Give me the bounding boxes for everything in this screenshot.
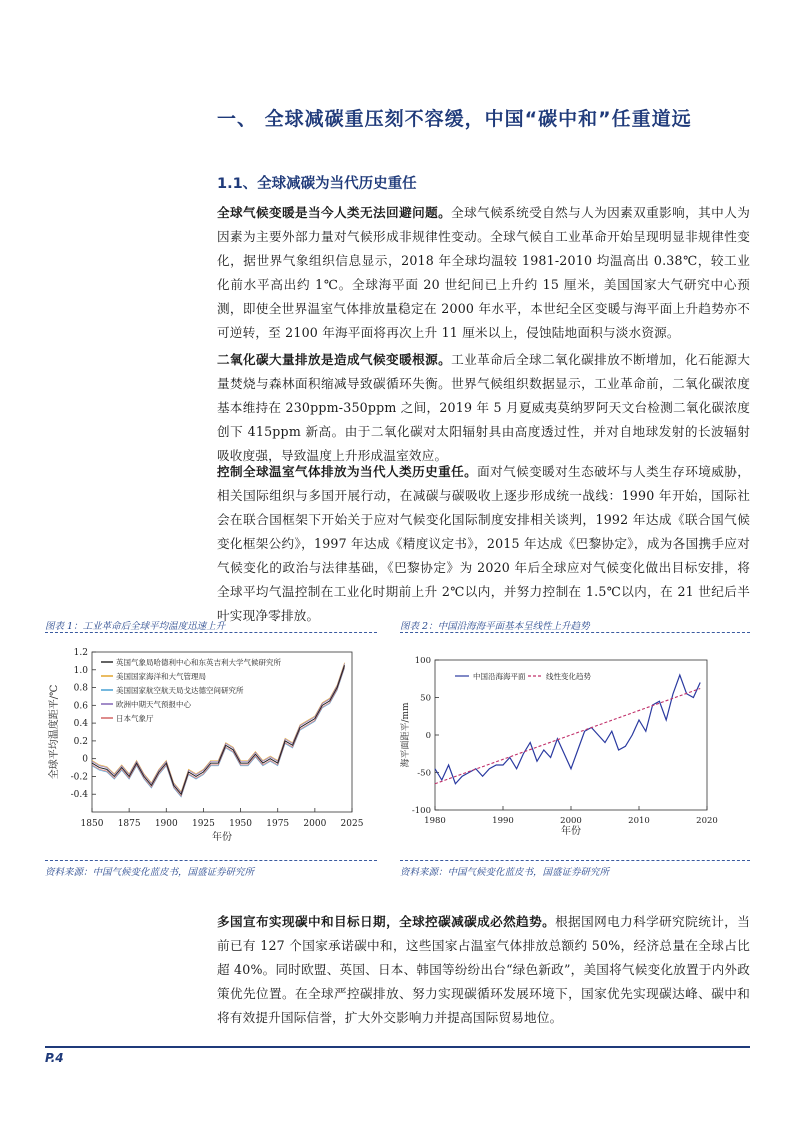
chart1-x-tick-label: 1900 [154,819,178,829]
chart1-y-tick-label: 0.8 [73,683,88,694]
section-heading: 一、 全球减碳重压刻不容缓，中国“碳中和”任重道远 [217,108,692,130]
chart1-y-tick-label: 0.6 [73,701,88,712]
chart2-x-label: 年份 [561,826,581,837]
chart2-legend-label: 中国沿海海平面 [473,672,526,681]
chart2-y-label: 海平面距平/mm [401,702,411,768]
chart2-y-tick-label: 100 [414,656,431,666]
paragraph-4-body: 根据国网电力科学研究院统计，当前已有 127 个国家承诺碳中和，这些国家占温室气体排放总额约 50%，经济总量在全球占比超 40%。同时欧盟、英国、日本、韩国等纷纷出台“绿色新政”，美国将气候变化放置于内外政策优先位置。在全球严控碳排放、努力实现碳循环发展环境下，国家优先实现碳达峰、碳中和将有效提升国际信誉，扩大外交影响力并提高国际贸易地位。 [217,914,751,1025]
chart2-x-tick-label: 2000 [560,816,582,826]
chart1-y-tick-label: 1.2 [73,648,88,658]
chart1-x-tick-label: 1950 [229,819,253,829]
figure-2-divider [400,632,750,634]
chart1-x-tick-label: 2000 [303,819,327,829]
figure-2-source: 资料来源：中国气候变化蓝皮书，国盛证券研究所 [400,867,610,878]
page-number: P.4 [45,1051,64,1065]
footer-rule [45,1046,750,1048]
chart1-x-label: 年份 [212,832,232,843]
paragraph-3-lead: 控制全球温室气体排放为当代人类历史重任。 [217,464,478,479]
chart2-x-tick-label: 2020 [696,816,718,826]
chart2-y-tick-label: 50 [420,693,431,704]
chart1-y-tick-label: -0.2 [70,772,88,783]
figure-2-source-divider [400,860,750,862]
chart1-legend-label: 日本气象厅 [116,714,154,723]
chart2-x-tick-label: 1980 [424,816,446,826]
chart2-y-tick-label: 0 [425,731,431,741]
paragraph-4 [217,910,750,1030]
chart1-y-tick-label: 0.2 [73,736,88,747]
paragraph-1-lead: 全球气候变暖是当今人类无法回避问题。 [217,205,452,220]
chart1-y-tick-label: 0.4 [73,719,88,730]
paragraph-4-lead: 多国宣布实现碳中和目标日期，全球控碳减碳成必然趋势。 [217,914,556,929]
figure-2-caption: 图表 2：中国沿海海平面基本呈线性上升趋势 [400,621,590,632]
chart2-legend-label: 线性变化趋势 [546,672,591,681]
figure-1-source: 资料来源：中国气候变化蓝皮书，国盛证券研究所 [45,867,255,878]
chart-global-temperature [45,640,375,855]
paragraph-1-body: 全球气候系统受自然与人为因素双重影响，其中人为因素为主要外部力量对气候形成非规律性变动。全球气候自工业革命开始呈现明显非规律性变化，据世界气象组织信息显示，2018 年全球均温较 1981-2010 均温高出 0.38℃，较工业化前水平高出约 1℃。全球海平面 20 世纪间已上升约 15 厘米，美国国家大气研究中心预测，即使全世界温室气体排放量稳定在 2000 年水平，本世纪全区变暖与海平面上升趋势亦不可逆转，至 2100 年海平面将再次上升 11 厘米以上，侵蚀陆地面积与淡水资源。 [217,205,750,340]
chart1-x-tick-label: 1975 [266,819,290,829]
chart1-legend-label: 欧洲中期天气预报中心 [116,700,191,709]
paragraph-2-lead: 二氧化碳大量排放是造成气候变暖根源。 [217,352,452,367]
figure-1-divider [45,632,377,634]
chart1-x-tick-label: 1875 [117,819,141,829]
chart1-legend-label: 英国气象局哈德利中心和东英吉利大学气候研究所 [116,658,281,667]
chart1-legend-label: 美国国家航空航天局戈达德空间研究所 [116,686,244,695]
figure-1-caption: 图表 1：工业革命后全球平均温度迅速上升 [45,621,226,632]
chart2-y-tick-label: -50 [417,768,431,779]
paragraph-2-body: 工业革命后全球二氧化碳排放不断增加，化石能源大量焚烧与森林面积缩减导致碳循环失衡。世界气候组织数据显示，工业革命前，二氧化碳浓度基本维持在 230ppm-350ppm 之间，2019 年 5 月夏威夷莫纳罗阿天文台检测二氧化碳浓度创下 415ppm 新高。由于二氧化碳对太阳辐射具由高度透过性，并对自地球发射的长波辐射吸收度强，导致温度上升形成温室效应。 [217,352,750,463]
chart1-y-tick-label: -0.4 [70,790,88,801]
paragraph-1 [217,201,750,345]
subsection-heading: 1.1、全球减碳为当代历史重任 [217,176,417,192]
figure-1-source-divider [45,860,377,862]
chart1-x-tick-label: 2025 [340,819,364,829]
chart1-y-tick-label: 1.0 [73,665,88,676]
paragraph-2 [217,348,750,468]
chart1-y-label: 全球平均温度距平/℃ [49,684,60,780]
chart1-y-tick-label: 0 [82,754,88,765]
chart-sea-level [400,640,750,840]
chart2-x-tick-label: 1990 [492,816,514,826]
chart2-y-tick-label: -100 [411,806,431,816]
chart2-x-tick-label: 2010 [628,816,650,826]
chart1-x-tick-label: 1925 [191,819,215,829]
paragraph-3-body: 面对气候变暖对生态破坏与人类生存环境威胁，相关国际组织与多国开展行动，在减碳与碳吸收上逐步形成统一战线：1990 年开始，国际社会在联合国框架下开始关于应对气候变化国际制度安排相关谈判，1992 年达成《联合国气候变化框架公约》，1997 年达成《精度议定书》，2015 年达成《巴黎协定》，成为各国携手应对气候变化的政治与法律基础，《巴黎协定》为 2020 年后全球应对气候变化做出目标安排，将全球平均气温控制在工业化时期前上升 2℃以内，并努力控制在 1.5℃以内，在 21 世纪后半叶实现净零排放。 [217,464,751,623]
paragraph-3 [217,460,750,628]
chart1-x-tick-label: 1850 [80,819,104,829]
chart1-legend-label: 美国国家海洋和大气管理局 [116,672,206,681]
